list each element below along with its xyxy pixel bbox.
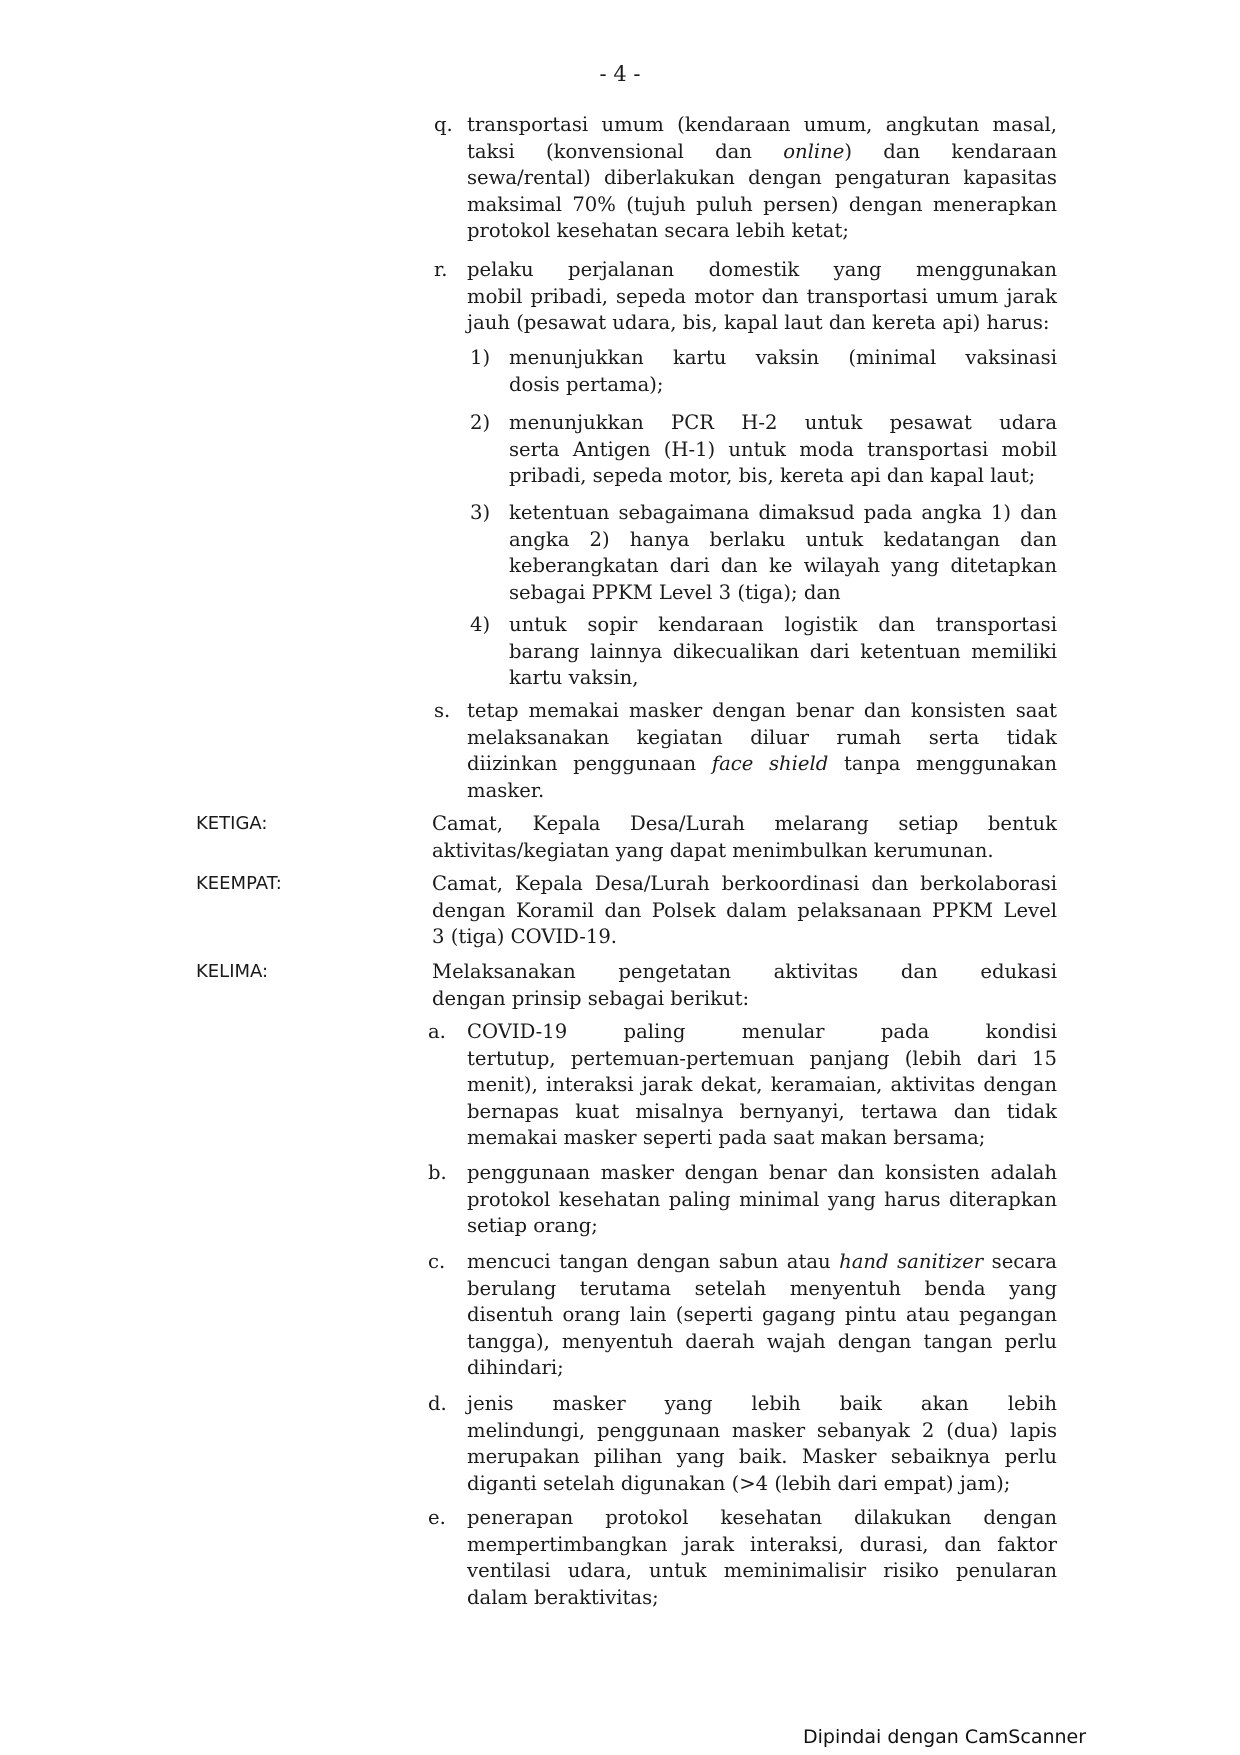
list-text — [467, 1249, 1057, 1382]
text-line: dihindari; — [467, 1356, 564, 1379]
text-line: menunjukkan kartu vaksin (minimal vaksinasi — [509, 346, 1057, 369]
text-line: barang lainnya dikecualikan dari ketentuan memiliki — [509, 639, 1057, 663]
text-line: sewa/rental) diberlakukan dengan pengaturan kapasitas — [467, 166, 1057, 189]
text-line: sebagai PPKM Level 3 (tiga); dan — [509, 580, 841, 604]
text-line: mencuci tangan dengan sabun atau hand sanitizer secara — [467, 1250, 1057, 1273]
text-line: mempertimbangkan jarak interaksi, durasi, dan faktor — [467, 1532, 1057, 1556]
text-line: untuk sopir kendaraan logistik dan transportasi — [509, 613, 1057, 636]
list-marker: 2) — [470, 411, 491, 434]
text-line: Camat, Kepala Desa/Lurah berkoordinasi dan berkolaborasi — [432, 872, 1057, 895]
list-text — [467, 1019, 1057, 1152]
text-line: memakai masker seperti pada saat makan bersama; — [467, 1126, 986, 1149]
text-line: setiap orang; — [467, 1214, 598, 1237]
text-line: pelaku perjalanan domestik yang menggunakan — [467, 258, 1057, 281]
text-line: maksimal 70% (tujuh puluh persen) dengan menerapkan — [467, 192, 1057, 216]
section-label: KELIMA: — [196, 961, 269, 982]
text-line: tertutup, pertemuan-pertemuan panjang (lebih dari 15 — [467, 1046, 1057, 1070]
section-text — [432, 959, 1057, 1012]
list-text — [509, 410, 1057, 490]
text-line: mobil pribadi, sepeda motor dan transportasi umum jarak — [467, 284, 1057, 308]
list-text — [467, 1505, 1057, 1611]
list-marker: d. — [428, 1392, 447, 1415]
text-line: 3 (tiga) COVID-19. — [432, 925, 618, 948]
list-marker: b. — [428, 1161, 447, 1184]
text-line: transportasi umum (kendaraan umum, angkutan masal, — [467, 113, 1057, 136]
list-text — [467, 1391, 1057, 1497]
section-label: KETIGA: — [196, 813, 268, 834]
text-line: jauh (pesawat udara, bis, kapal laut dan kereta api) harus: — [467, 311, 1050, 334]
text-line: serta Antigen (H-1) untuk moda transportasi mobil — [509, 437, 1057, 461]
text-line: dosis pertama); — [509, 372, 664, 396]
text-line: protokol kesehatan secara lebih ketat; — [467, 219, 849, 242]
text-line: disentuh orang lain (seperti gagang pintu atau pegangan — [467, 1303, 1057, 1326]
list-marker: a. — [428, 1020, 446, 1043]
text-line: menit), interaksi jarak dekat, keramaian, aktivitas dengan — [467, 1073, 1057, 1096]
list-text — [509, 612, 1057, 692]
text-line: diganti setelah digunakan (>4 (lebih dari empat) jam); — [467, 1471, 1011, 1495]
text-line: ventilasi udara, untuk meminimalisir risiko penularan — [467, 1559, 1057, 1582]
page-number: - 4 - — [599, 62, 641, 86]
text-line: dengan prinsip sebagai berikut: — [432, 986, 750, 1010]
list-marker: 3) — [470, 501, 491, 524]
section-label: KEEMPAT: — [196, 873, 282, 894]
text-line: Melaksanakan pengetatan aktivitas dan edukasi — [432, 960, 1057, 983]
list-marker: r. — [434, 258, 448, 281]
text-line: COVID-19 paling menular pada kondisi — [467, 1020, 1057, 1043]
text-line: dalam beraktivitas; — [467, 1585, 659, 1609]
text-line: melaksanakan kegiatan diluar rumah serta tidak — [467, 725, 1057, 749]
text-line: berulang terutama setelah menyentuh benda yang — [467, 1276, 1057, 1300]
text-line: kartu vaksin, — [509, 666, 639, 689]
section-text — [432, 811, 1057, 864]
list-marker: s. — [434, 699, 451, 722]
text-line: penerapan protokol kesehatan dilakukan dengan — [467, 1506, 1057, 1529]
list-text — [467, 257, 1057, 337]
list-marker: e. — [428, 1506, 446, 1529]
text-line: dengan Koramil dan Polsek dalam pelaksanaan PPKM Level — [432, 898, 1057, 922]
list-text — [467, 698, 1057, 804]
text-line: ketentuan sebagaimana dimaksud pada angka 1) dan — [509, 501, 1057, 524]
list-text — [509, 500, 1057, 606]
list-marker: c. — [428, 1250, 446, 1273]
section-text — [432, 871, 1057, 951]
list-text — [509, 345, 1057, 398]
text-line: tetap memakai masker dengan benar dan konsisten saat — [467, 699, 1057, 722]
text-line: merupakan pilihan yang baik. Masker sebaiknya perlu — [467, 1445, 1057, 1468]
text-line: menunjukkan PCR H-2 untuk pesawat udara — [509, 411, 1057, 434]
list-text — [467, 112, 1057, 245]
text-line: Camat, Kepala Desa/Lurah melarang setiap bentuk — [432, 812, 1057, 835]
list-text — [467, 1160, 1057, 1240]
text-line: masker. — [467, 778, 545, 802]
list-marker: q. — [434, 113, 453, 136]
text-line: aktivitas/kegiatan yang dapat menimbulkan kerumunan. — [432, 838, 994, 862]
text-line: melindungi, penggunaan masker sebanyak 2 (dua) lapis — [467, 1418, 1057, 1442]
text-line: bernapas kuat misalnya bernyanyi, tertawa dan tidak — [467, 1099, 1057, 1123]
text-line: taksi (konvensional dan online) dan kendaraan — [467, 139, 1057, 163]
text-line: keberangkatan dari dan ke wilayah yang ditetapkan — [509, 554, 1057, 577]
list-marker: 4) — [470, 613, 491, 636]
text-line: pribadi, sepeda motor, bis, kereta api dan kapal laut; — [509, 464, 1036, 487]
text-line: tangga), menyentuh daerah wajah dengan tangan perlu — [467, 1329, 1057, 1353]
list-marker: 1) — [470, 346, 491, 369]
text-line: angka 2) hanya berlaku untuk kedatangan dan — [509, 527, 1057, 551]
text-line: protokol kesehatan paling minimal yang harus diterapkan — [467, 1187, 1057, 1211]
text-line: jenis masker yang lebih baik akan lebih — [467, 1392, 1057, 1415]
camscanner-watermark: Dipindai dengan CamScanner — [803, 1726, 1087, 1748]
text-line: penggunaan masker dengan benar dan konsisten adalah — [467, 1161, 1057, 1184]
text-line: diizinkan penggunaan face shield tanpa menggunakan — [467, 752, 1057, 775]
